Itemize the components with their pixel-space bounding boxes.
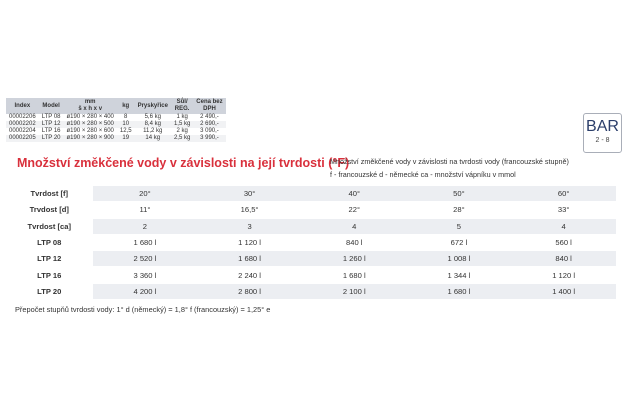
spec-cell: 3 990,- [193, 135, 225, 142]
value-cell: 22° [302, 202, 407, 218]
value-cell: 1 680 l [197, 251, 302, 267]
spec-row [6, 128, 226, 135]
spec-table-header [6, 98, 226, 114]
hardness-row [6, 283, 616, 299]
spec-cell: 00002205 [6, 135, 39, 142]
value-cell: 2 100 l [302, 283, 407, 299]
spec-cell: 1 kg [171, 114, 193, 121]
spec-table-body [6, 114, 226, 142]
spec-header-resin: Pryskyřice [135, 98, 171, 114]
spec-cell: 19 [117, 135, 135, 142]
spec-cell: 8,4 kg [135, 121, 171, 128]
spec-cell: 2 490,- [193, 114, 225, 121]
spec-cell: ø190 × 280 × 500 [64, 121, 117, 128]
row-label: LTP 12 [6, 251, 93, 267]
spec-row [6, 114, 226, 121]
spec-cell: 14 kg [135, 135, 171, 142]
value-cell: 1 120 l [511, 267, 616, 283]
spec-header-salt: Sůl/ REG. [171, 98, 193, 114]
value-cell: 2 240 l [197, 267, 302, 283]
spec-cell: ø190 × 280 × 900 [64, 135, 117, 142]
page-title: Množství změkčené vody v závislosti na její tvrdosti (°F) [17, 156, 350, 170]
spec-header-row [6, 98, 226, 114]
softened-water-table [6, 186, 616, 300]
spec-cell: 00002206 [6, 114, 39, 121]
value-cell: 840 l [511, 251, 616, 267]
value-cell: 1 400 l [511, 283, 616, 299]
value-cell: 840 l [302, 234, 407, 250]
spec-row [6, 121, 226, 128]
value-cell: 50° [407, 186, 512, 202]
value-cell: 4 200 l [93, 283, 198, 299]
spec-cell: ø190 × 280 × 400 [64, 114, 117, 121]
spec-cell: ø190 × 280 × 600 [64, 128, 117, 135]
hardness-row [6, 218, 616, 234]
value-cell: 4 [302, 218, 407, 234]
spec-cell: 10 [117, 121, 135, 128]
value-cell: 2 800 l [197, 283, 302, 299]
spec-header-weight: kg [117, 98, 135, 114]
hardness-row [6, 267, 616, 283]
value-cell: 1 680 l [302, 267, 407, 283]
value-cell: 4 [511, 218, 616, 234]
value-cell: 5 [407, 218, 512, 234]
spec-cell: 1,5 kg [171, 121, 193, 128]
value-cell: 33° [511, 202, 616, 218]
value-cell: 11° [93, 202, 198, 218]
spec-cell: 00002202 [6, 121, 39, 128]
product-spec-table [6, 98, 226, 142]
softened-water-table-body [6, 186, 616, 300]
spec-cell: LTP 20 [39, 135, 64, 142]
value-cell: 1 680 l [407, 283, 512, 299]
spec-cell: LTP 08 [39, 114, 64, 121]
spec-cell: 2 690,- [193, 121, 225, 128]
value-cell: 28° [407, 202, 512, 218]
hardness-row [6, 202, 616, 218]
spec-cell: 12,5 [117, 128, 135, 135]
spec-row [6, 135, 226, 142]
row-label: LTP 16 [6, 267, 93, 283]
value-cell: 30° [197, 186, 302, 202]
value-cell: 3 360 l [93, 267, 198, 283]
spec-cell: 11,2 kg [135, 128, 171, 135]
value-cell: 1 008 l [407, 251, 512, 267]
row-label: LTP 08 [6, 234, 93, 250]
hardness-row [6, 186, 616, 202]
spec-header-price: Cena bez DPH [193, 98, 225, 114]
hardness-row [6, 251, 616, 267]
spec-header-dimensions: mm š x h x v [64, 98, 117, 114]
value-cell: 1 120 l [197, 234, 302, 250]
spec-cell: 00002204 [6, 128, 39, 135]
spec-cell: 2,5 kg [171, 135, 193, 142]
spec-cell: 3 090,- [193, 128, 225, 135]
value-cell: 672 l [407, 234, 512, 250]
row-label: Tvrdost [f] [6, 186, 93, 202]
spec-cell: 8 [117, 114, 135, 121]
spec-cell: 2 kg [171, 128, 193, 135]
pressure-badge-range: 2 - 8 [595, 137, 610, 144]
value-cell: 60° [511, 186, 616, 202]
value-cell: 2 520 l [93, 251, 198, 267]
hardness-legend: f - francouzské d - německé ca - množství vápníku v mmol [330, 170, 516, 179]
value-cell: 3 [197, 218, 302, 234]
pressure-badge-label: BAR [586, 118, 619, 135]
pressure-badge [583, 113, 622, 153]
value-cell: 2 [93, 218, 198, 234]
value-cell: 1 344 l [407, 267, 512, 283]
conversion-footnote: Přepočet stupňů tvrdosti vody: 1° d (německý) = 1,8° f (francouzský) = 1,25° e [15, 305, 271, 314]
spec-header-index: Index [6, 98, 39, 114]
value-cell: 560 l [511, 234, 616, 250]
row-label: Trvdost [d] [6, 202, 93, 218]
value-cell: 1 260 l [302, 251, 407, 267]
value-cell: 20° [93, 186, 198, 202]
value-cell: 16,5° [197, 202, 302, 218]
value-cell: 40° [302, 186, 407, 202]
spec-cell: LTP 16 [39, 128, 64, 135]
hardness-row [6, 234, 616, 250]
hardness-note: Množství změkčené vody v závislosti na tvrdosti vody (francouzské stupně) [330, 157, 569, 166]
row-label: LTP 20 [6, 283, 93, 299]
spec-header-model: Model [39, 98, 64, 114]
spec-cell: 5,6 kg [135, 114, 171, 121]
row-label: Tvrdost [ca] [6, 218, 93, 234]
spec-cell: LTP 12 [39, 121, 64, 128]
value-cell: 1 680 l [93, 234, 198, 250]
